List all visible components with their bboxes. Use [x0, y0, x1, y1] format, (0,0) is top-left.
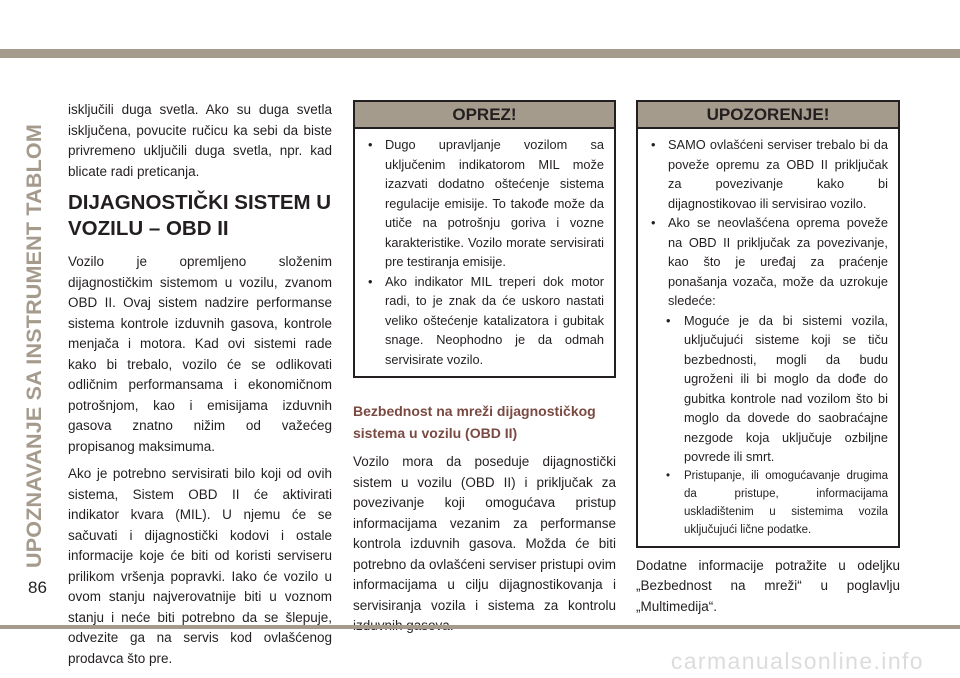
column-middle — [353, 100, 616, 644]
warning-title: UPOZORENJE! — [638, 102, 898, 129]
warning-subitem: • Moguće je da bi sistemi vozila, uključujući sisteme koji se tiču bezbednosti, mogli da budu ugroženi ili bi moglo da dođe do gubitka kontrole nad vozilom što bi moglo da dovede do saobraćajne nezgode koja uključuje ozbiljne povrede ili smrt. — [648, 311, 888, 467]
obd-paragraph-2: Ako je potrebno servisirati bilo koji od ovih sistema, Sistem OBD II će aktivirati indikator kvara (MIL). U njemu će se sačuvati i dijagnostički kodovi i ostale informacije koje će biti od koristi serviseru prilikom vršenja popravki. Iako će vozilo u ovom stanju najverovatnije biti u voznom stanju i neće biti potrebno da se šlepuje, odvezite ga na servis kod ovlašćenog prodavca što pre. — [68, 466, 332, 666]
top-color-band — [0, 49, 960, 58]
warning-item: • SAMO ovlašćeni serviser trebalo bi da poveže opremu za OBD II priključak za povezivanje kako bi dijagnostikovao ili servisirao vozilo. — [648, 135, 888, 213]
caution-item: • Ako indikator MIL treperi dok motor radi, to je znak da će uskoro nastati veliko oštećenje katalizatora i gubitak snage. Neophodno je da odmah servisirate vozilo. — [365, 272, 604, 370]
column-right — [636, 100, 900, 624]
column-left — [68, 100, 332, 676]
watermark-text: carmanualsonline.info — [670, 648, 924, 674]
intro-paragraph: isključili duga svetla. Ako su duga svetla isključena, povucite ručicu ka sebi da biste privremeno uključili duga svetla, npr. kad blicate radi preticanja. — [68, 102, 332, 179]
caution-title: OPREZ! — [355, 102, 614, 129]
caution-list — [365, 135, 604, 369]
warning-body — [638, 129, 898, 546]
section-heading-obd: DIJAGNOSTIČKI SISTEM U VOZILU – OBD II — [68, 191, 332, 240]
warning-item: • Ako se neovlašćena oprema poveže na OBD II priključak za povezivanje, kao što je uređaj za praćenje ponašanja vozača, može da uzrokuje sledeće: — [648, 213, 888, 311]
caution-body — [355, 129, 614, 376]
multimedia-reference-paragraph: Dodatne informacije potražite u odeljku „Bezbednost na mreži“ u poglavlju „Multimedija“. — [636, 557, 900, 614]
top-margin — [0, 0, 960, 58]
subsection-heading-security: Bezbednost na mreži dijagnostičkog sistema u vozilu (OBD II) — [353, 403, 596, 441]
caution-box — [353, 100, 616, 378]
obd-paragraph-1: Vozilo je opremljeno složenim dijagnostičkim sistemom u vozilu, zvanom OBD II. Ovaj sistem nadzire performanse sistema kontrole izduvnih gasova, kontrole menjača i motora. Kad ovi sistemi rade kako bi trebalo, vozilo će se odlikovati odličnim performansama i ekonomičnom potrošnjom, kao i emisijama izduvnih gasova znatno nižim od važećeg propisanog maksimuma. — [68, 254, 332, 454]
watermark — [0, 648, 960, 678]
page-number: 86 — [28, 578, 47, 597]
warning-box — [636, 100, 900, 548]
warning-list — [648, 135, 888, 539]
security-paragraph: Vozilo mora da poseduje dijagnostički sistem u vozilu (OBD II) i priključak za povezivanje koji omogućava pristup informacijama vezanim za performanse kontrola izduvnih gasova. Možda će biti potrebno da ovlašćeni serviser pristupi ovim informacijama u cilju dijagnostikovanja i servisiranja vozila i sistema za kontrolu — [353, 454, 616, 613]
warning-subitem: • Pristupanje, ili omogućavanje drugima da pristupe, informacijama uskladištenim u sistemima vozila uključujući lične podatke. — [648, 467, 888, 539]
side-chapter-title-text: UPOZNAVANJE SA INSTRUMENT TABLOM — [22, 124, 46, 568]
bottom-rule — [0, 625, 960, 629]
caution-item: • Dugo upravljanje vozilom sa uključenim indikatorom MIL može izazvati dodatno oštećenje sistema regulacije emisije. To takođe može da utiče na potrošnju goriva i vozne karakteristike. Vozilo morate servisirati pre testiranja emisije. — [365, 135, 604, 272]
